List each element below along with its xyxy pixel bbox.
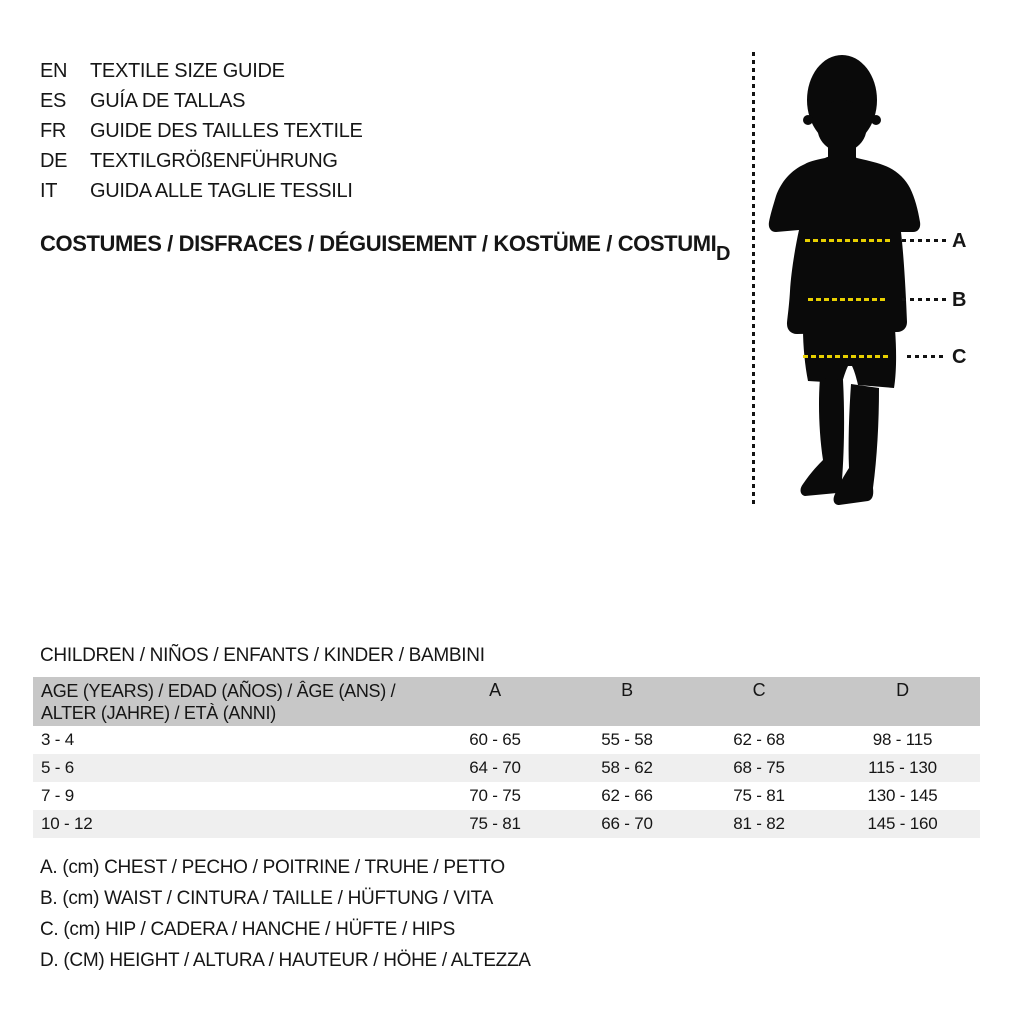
category-title: COSTUMES / DISFRACES / DÉGUISEMENT / KOSTÜME / COSTUMI xyxy=(40,231,717,256)
lang-code: IT xyxy=(40,179,58,202)
age-cell: 7 - 9 xyxy=(33,782,429,810)
column-header-a: A xyxy=(429,677,561,726)
lang-code: FR xyxy=(40,119,67,142)
waist-cell: 66 - 70 xyxy=(561,810,693,838)
table-row xyxy=(33,754,980,782)
lang-row-it xyxy=(40,176,363,206)
height-label-d: D xyxy=(716,243,731,265)
age-header-line1: AGE (YEARS) / EDAD (AÑOS) / ÂGE (ANS) / xyxy=(41,681,396,701)
table-row xyxy=(33,810,980,838)
hip-label-c: C xyxy=(952,346,967,368)
lang-row-en xyxy=(40,56,363,86)
waist-cell: 55 - 58 xyxy=(561,726,693,754)
column-header-b: B xyxy=(561,677,693,726)
table-row xyxy=(33,726,980,754)
measurement-legend xyxy=(40,852,531,976)
children-size-table xyxy=(33,677,980,838)
chest-yellow-dash-line xyxy=(805,239,890,242)
hip-cell: 68 - 75 xyxy=(693,754,825,782)
age-cell: 5 - 6 xyxy=(33,754,429,782)
column-header-d: D xyxy=(825,677,980,726)
table-header-row xyxy=(33,677,980,726)
lang-title: TEXTILGRÖßENFÜHRUNG xyxy=(90,149,338,172)
chest-cell: 60 - 65 xyxy=(429,726,561,754)
measure-row-chest xyxy=(690,229,1010,253)
children-section-title: CHILDREN / NIÑOS / ENFANTS / KINDER / BAMBINI xyxy=(40,645,485,666)
legend-waist: B. (cm) WAIST / CINTURA / TAILLE / HÜFTUNG / VITA xyxy=(40,888,493,909)
waist-cell: 58 - 62 xyxy=(561,754,693,782)
age-header-line2: ALTER (JAHRE) / ETÀ (ANNI) xyxy=(41,703,276,723)
waist-cell: 62 - 66 xyxy=(561,782,693,810)
age-cell: 3 - 4 xyxy=(33,726,429,754)
lang-title: GUIDA ALLE TAGLIE TESSILI xyxy=(90,179,353,202)
child-silhouette xyxy=(745,48,985,518)
legend-hip: C. (cm) HIP / CADERA / HANCHE / HÜFTE / HIPS xyxy=(40,919,456,940)
lang-row-es xyxy=(40,86,363,116)
height-cell: 130 - 145 xyxy=(825,782,980,810)
lang-code: ES xyxy=(40,89,67,112)
legend-height: D. (CM) HEIGHT / ALTURA / HAUTEUR / HÖHE / ALTEZZA xyxy=(40,950,531,971)
lang-row-fr xyxy=(40,116,363,146)
language-title-list xyxy=(40,56,363,206)
lang-title: GUIDE DES TAILLES TEXTILE xyxy=(90,119,363,142)
lang-row-de xyxy=(40,146,363,176)
hip-cell: 62 - 68 xyxy=(693,726,825,754)
chest-cell: 75 - 81 xyxy=(429,810,561,838)
measure-row-waist xyxy=(690,288,1010,312)
hip-cell: 81 - 82 xyxy=(693,810,825,838)
hip-yellow-dash-line xyxy=(803,355,891,358)
chest-label-a: A xyxy=(952,230,967,252)
hip-black-dash-line xyxy=(907,355,946,358)
waist-black-dash-line xyxy=(902,298,946,301)
age-cell: 10 - 12 xyxy=(33,810,429,838)
lang-title: GUÍA DE TALLAS xyxy=(90,89,246,112)
lang-title: TEXTILE SIZE GUIDE xyxy=(90,59,285,82)
height-cell: 115 - 130 xyxy=(825,754,980,782)
lang-code: DE xyxy=(40,149,68,172)
waist-yellow-dash-line xyxy=(808,298,888,301)
lang-code: EN xyxy=(40,59,68,82)
measurement-figure xyxy=(690,45,1010,525)
legend-chest: A. (cm) CHEST / PECHO / POITRINE / TRUHE / PETTO xyxy=(40,857,505,878)
height-cell: 145 - 160 xyxy=(825,810,980,838)
hip-cell: 75 - 81 xyxy=(693,782,825,810)
waist-label-b: B xyxy=(952,289,967,311)
chest-black-dash-line xyxy=(902,239,946,242)
chest-cell: 70 - 75 xyxy=(429,782,561,810)
column-header-c: C xyxy=(693,677,825,726)
age-column-header xyxy=(33,677,429,726)
measure-row-hip xyxy=(690,345,1010,369)
height-cell: 98 - 115 xyxy=(825,726,980,754)
chest-cell: 64 - 70 xyxy=(429,754,561,782)
table-row xyxy=(33,782,980,810)
